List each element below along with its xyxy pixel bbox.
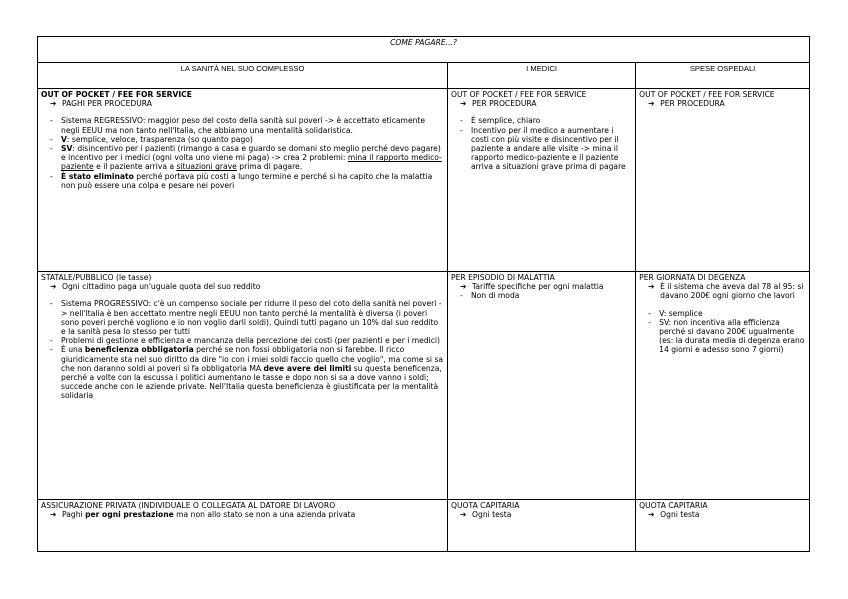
list-item: - Incentivo per il medico a aumentare i costi con più visite e disincentivo per il paziente a andare alle visite -> mina il rapporto medico-paziente e il paziente arriva a situazioni grave prima di pagare: [460, 125, 626, 172]
list-item: ➔ PAGHI PER PROCEDURA: [50, 99, 152, 109]
arrow-list: [639, 510, 806, 519]
row-assicurazione: [38, 500, 810, 552]
dash-list: [41, 116, 444, 190]
cell-heading: PER GIORNATA DI DEGENZA: [639, 273, 746, 282]
arrow-right-icon: ➔: [460, 282, 467, 292]
dash-list: [639, 309, 806, 355]
dash-bullet: -: [460, 291, 463, 301]
dash-list: [451, 116, 632, 171]
row-out-of-pocket: [38, 89, 810, 272]
header-row: [38, 63, 810, 89]
arrow-right-icon: ➔: [460, 510, 467, 520]
dash-bullet: -: [460, 116, 463, 126]
list-item: - V: semplice: [648, 308, 703, 318]
dash-list: [41, 299, 444, 400]
cell-quota-ospedali: [636, 500, 810, 552]
list-item: - Non di moda: [460, 291, 520, 301]
title-row: [38, 37, 810, 63]
list-item: - SV: non incentiva alla efficienza perché si davano 200€ ugualmente (es: la durata media di degenza erano 14 giorni e adesso sono 7 giorni): [648, 317, 805, 355]
cell-out-of-pocket-sanita: [38, 89, 448, 272]
dash-bullet: -: [50, 171, 53, 181]
cell-statale-medici: [448, 272, 636, 500]
arrow-list: [41, 99, 444, 108]
dash-list: [451, 291, 632, 300]
cell-heading: ASSICURAZIONE PRIVATA (INDIVIDUALE O COLLEGATA AL DATORE DI LAVORO: [41, 501, 336, 510]
list-item: - V: semplice, veloce, trasparenza (so quanto pago): [50, 134, 253, 144]
list-item: - È semplice, chiaro: [460, 116, 541, 126]
list-item: - È una beneficienza obbligatoria perché se non fossi obbligatoria non si farebbe. Il ricco giuridicamente sta nel suo diritto da dire "io con i miei soldi faccio quello che voglio", ma come si sa che non daranno soldi ai poveri si fa obbligatoria MA deve avere dei limiti su questa beneficenza, perché a volte con la escussa i politici aumentano le tasse e dopo non si sa a dove vanno i soldi; succede anche con le aziende private. Nell'Italia questa beneficienza è giustificata per la mentalità solidaria: [50, 345, 444, 401]
dash-bullet: -: [50, 134, 53, 144]
dash-bullet: -: [50, 345, 53, 355]
dash-bullet: -: [460, 125, 463, 135]
cell-heading: OUT OF POCKET / FEE FOR SERVICE: [639, 90, 775, 99]
arrow-right-icon: ➔: [648, 510, 655, 520]
header-sanita: LA SANITÀ NEL SUO COMPLESSO: [38, 63, 448, 89]
list-item: ➔ PER PROCEDURA: [648, 99, 725, 109]
header-ospedali: SPESE OSPEDALI: [636, 63, 810, 89]
cell-quota-medici: [448, 500, 636, 552]
list-item: - Problemi di gestione e efficienza e mancanza della percezione dei costi (per pazienti e per i medici): [50, 336, 440, 346]
arrow-right-icon: ➔: [648, 282, 655, 292]
arrow-list: [41, 510, 444, 519]
list-item: ➔ Tariffe specifiche per ogni malattia: [460, 282, 604, 292]
cell-out-of-pocket-medici: [448, 89, 636, 272]
dash-bullet: -: [648, 308, 651, 318]
arrow-list: [451, 282, 632, 291]
list-item: - Sistema PROGRESSIVO: c'è un compenso sociale per ridurre il peso del coto della sanità nei poveri -> nell'Italia è ben accettato mentre negli EEUU non tanto perché la mentalità è diversa (i poveri sono poveri perché vogliono e io non voglio darli soldi). Quindi tutti pagano un 10% dal suo reddito e la sanità pesa lo stesso per tutti: [50, 299, 442, 337]
list-item: ➔ PER PROCEDURA: [460, 99, 537, 109]
list-item: ➔ Paghi per ogni prestazione ma non allo stato se non a una azienda privata: [50, 510, 356, 520]
arrow-right-icon: ➔: [460, 99, 467, 109]
dash-bullet: -: [50, 144, 53, 154]
cell-out-of-pocket-ospedali: [636, 89, 810, 272]
list-item: ➔ Ogni cittadino paga un'uguale quota del suo reddito: [50, 282, 261, 292]
list-item: - Sistema REGRESSIVO: maggior peso del costo della sanità sui poveri -> è accettato eticamente negli EEUU ma non tanto nell'Italia, che abbiamo una mentalità solidaristica.: [50, 116, 426, 135]
arrow-right-icon: ➔: [50, 99, 57, 109]
list-item: ➔ Ogni testa: [648, 510, 700, 520]
cell-assicurazione-sanita: [38, 500, 448, 552]
cell-statale-ospedali: [636, 272, 810, 500]
list-item: - È stato eliminato perché portava più costi a lungo termine e perché si ha capito che la malattia non può essere una colpa e pesare nei poveri: [50, 171, 433, 190]
list-item: ➔ Ogni testa: [460, 510, 512, 520]
arrow-right-icon: ➔: [50, 282, 57, 292]
cell-heading: STATALE/PUBBLICO (le tasse): [41, 273, 152, 282]
dash-bullet: -: [50, 299, 53, 309]
dash-bullet: -: [50, 116, 53, 126]
dash-bullet: -: [648, 317, 651, 327]
list-item: ➔ È il sistema che aveva dal 78 al 95: si davano 200€ ogni giorno che lavori: [648, 282, 804, 301]
header-medici: I MEDICI: [448, 63, 636, 89]
cell-heading: OUT OF POCKET / FEE FOR SERVICE: [451, 90, 587, 99]
arrow-right-icon: ➔: [50, 510, 57, 520]
list-item: - SV: disincentivo per i pazienti (rimango a casa e guardo se domani sto meglio perché devo pagare) e incentivo per i medici (ogni volta uno viene mi paga) -> crea 2 problemi: mina il rapporto medico-paziente e il paziente arriva a situazioni grave prima di pagare.: [50, 144, 442, 172]
table-title: COME PAGARE...?: [38, 37, 810, 63]
row-statale: [38, 272, 810, 500]
cell-heading: QUOTA CAPITARIA: [451, 501, 520, 510]
arrow-list: [639, 99, 806, 108]
arrow-right-icon: ➔: [648, 99, 655, 109]
arrow-list: [451, 510, 632, 519]
dash-bullet: -: [50, 336, 53, 346]
cell-heading: OUT OF POCKET / FEE FOR SERVICE: [41, 90, 192, 99]
cell-heading: QUOTA CAPITARIA: [639, 501, 708, 510]
cell-statale-sanita: [38, 272, 448, 500]
arrow-list: [639, 282, 806, 300]
cell-heading: PER EPISODIO DI MALATTIA: [451, 273, 555, 282]
payment-table: [37, 36, 810, 552]
arrow-list: [451, 99, 632, 108]
arrow-list: [41, 282, 444, 291]
